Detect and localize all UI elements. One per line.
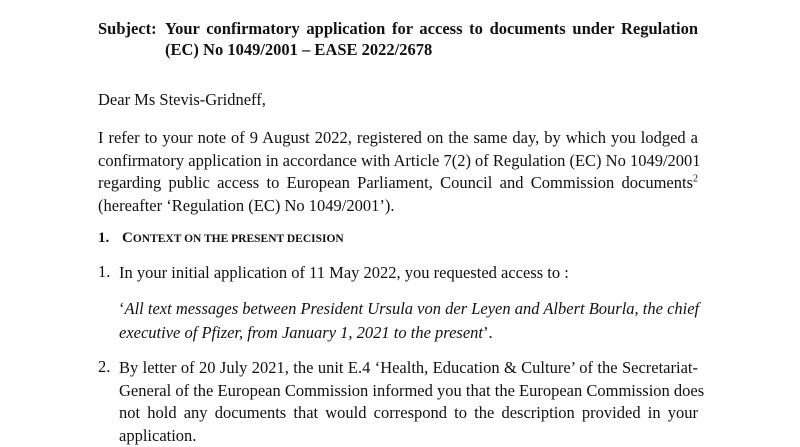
intro-line-3 <box>98 172 698 195</box>
item-2-line-3: not hold any documents that would correspond to the description provided in your <box>119 402 698 425</box>
subject-label: Subject: <box>98 18 157 39</box>
intro-line-3-text: regarding public access to European Parliament, Council and Commission documents <box>98 173 693 192</box>
item-2-line-2: General of the European Commission informed you that the European Commission does <box>119 380 698 403</box>
item-2-line-1: By letter of 20 July 2021, the unit E.4 ‘Health, Education & Culture’ of the Secretariat- <box>119 357 698 380</box>
item-1-line: In your initial application of 11 May 2022, you requested access to : <box>119 262 698 285</box>
footnote-ref[interactable]: 2 <box>693 174 698 185</box>
subject-line-2: (EC) No 1049/2001 – EASE 2022/2678 <box>165 39 432 60</box>
item-2-line-4: application. <box>119 425 698 447</box>
quote-line-1 <box>119 297 698 321</box>
section-title-initial: C <box>122 230 133 246</box>
item-2-text <box>119 357 698 447</box>
item-1-text <box>119 262 698 285</box>
subject-line-1: Your confirmatory application for access to documents under Regulation <box>165 18 698 39</box>
quote-text-2: executive of Pfizer, from January 1, 2021 to the present <box>119 323 483 342</box>
quoted-request <box>119 297 698 345</box>
quote-close: ’. <box>483 323 493 342</box>
salutation: Dear Ms Stevis-Gridneff, <box>98 90 266 110</box>
intro-line-2: confirmatory application in accordance with Article 7(2) of Regulation (EC) No 1049/2001 <box>98 150 698 173</box>
quote-open: ‘ <box>119 299 125 318</box>
intro-line-4: (hereafter ‘Regulation (EC) No 1049/2001’). <box>98 195 698 218</box>
section-heading-context <box>98 230 344 247</box>
intro-paragraph <box>98 127 698 217</box>
section-number: 1. <box>98 230 122 247</box>
intro-line-1: I refer to your note of 9 August 2022, registered on the same day, by which you lodged a <box>98 127 698 150</box>
quote-line-2 <box>119 321 698 345</box>
item-1-number: 1. <box>98 262 110 282</box>
section-title-rest: ONTEXT ON THE PRESENT DECISION <box>133 233 344 245</box>
quote-text-1: All text messages between President Ursula von der Leyen and Albert Bourla, the chief <box>125 299 700 318</box>
item-2-number: 2. <box>98 357 110 377</box>
